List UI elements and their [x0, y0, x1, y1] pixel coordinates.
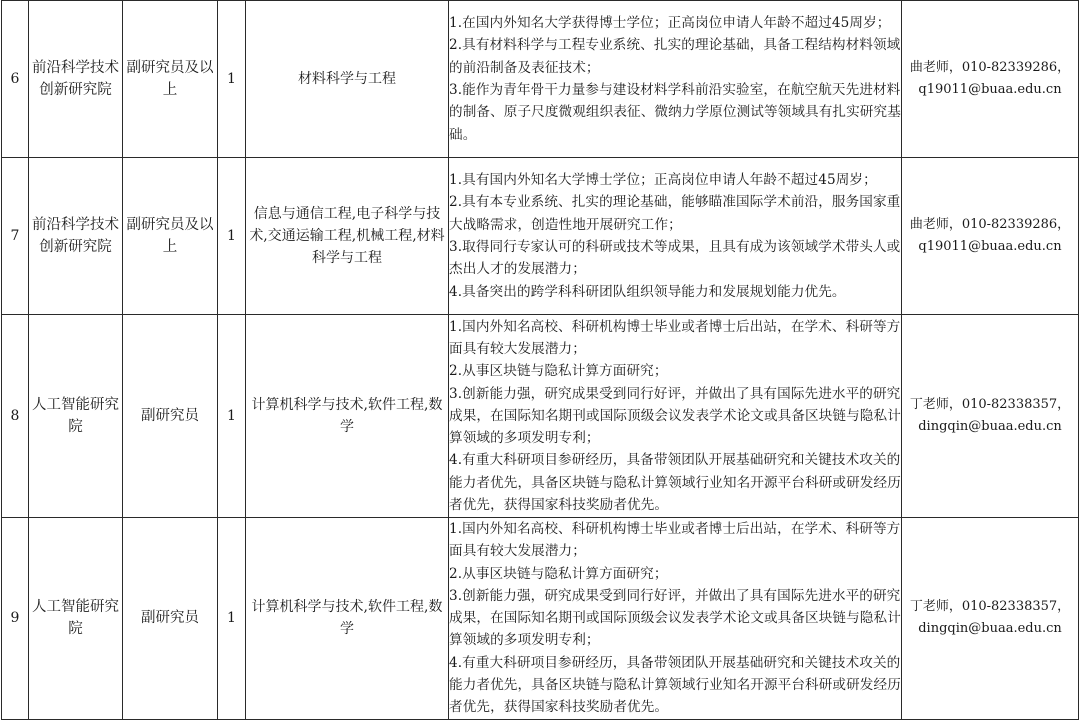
job-table [1, 0, 1079, 720]
requirements-cell [449, 518, 902, 720]
requirements-cell [449, 1, 902, 158]
contact-cell [902, 158, 1079, 315]
headcount-cell: 1 [218, 1, 246, 158]
requirement-item: 4.有重大科研项目参研经历，具备带领团队开展基础研究和关键技术攻关的能力者优先，具备区块链与隐私计算领域行业知名开源平台科研或研发经历者优先，获得国家科技奖励者优先。 [449, 654, 901, 716]
requirement-item: 3.创新能力强，研究成果受到同行好评，并做出了具有国际先进水平的研究成果，在国际知名期刊或国际顶级会议发表学术论文或具备区块链与隐私计算领域的多项发明专利； [449, 385, 901, 447]
requirement-item: 1.国内外知名高校、科研机构博士毕业或者博士后出站，在学术、科研等方面具有较大发展潜力； [449, 318, 901, 357]
contact-email[interactable]: dingqin@buaa.edu.cn [918, 419, 1062, 434]
row-number: 8 [2, 315, 29, 518]
table-row [2, 315, 1079, 518]
institute-cell: 前沿科学技术创新研究院 [29, 158, 123, 315]
requirement-item: 1.在国内外知名大学获得博士学位；正高岗位申请人年龄不超过45周岁； [449, 15, 891, 32]
table-body [2, 1, 1079, 720]
contact-email[interactable]: q19011@buaa.edu.cn [918, 239, 1062, 254]
requirement-item: 3.取得同行专家认可的科研或技术等成果，且具有成为该领域学术带头人或杰出人才的发展潜力； [449, 239, 901, 278]
requirement-item: 2.从事区块链与隐私计算方面研究； [449, 565, 668, 582]
requirements-cell [449, 315, 902, 518]
table-row [2, 158, 1079, 315]
contact-cell [902, 518, 1079, 720]
requirement-item: 4.有重大科研项目参研经历，具备带领团队开展基础研究和关键技术攻关的能力者优先，具备区块链与隐私计算领域行业知名开源平台科研或研发经历者优先，获得国家科技奖励者优先。 [449, 452, 901, 514]
contact-name: 曲老师，010-82339286， [909, 60, 1071, 75]
major-cell: 计算机科学与技术,软件工程,数学 [246, 518, 449, 720]
major-cell: 信息与通信工程,电子科学与技术,交通运输工程,机械工程,材料科学与工程 [246, 158, 449, 315]
position-title-cell: 副研究员及以上 [123, 1, 218, 158]
table-row [2, 1, 1079, 158]
requirement-item: 2.从事区块链与隐私计算方面研究； [449, 363, 668, 380]
contact-name: 丁老师，010-82338357， [909, 397, 1071, 412]
contact-name: 丁老师，010-82338357， [909, 599, 1071, 615]
row-number: 9 [2, 518, 29, 720]
requirement-item: 1.具有国内外知名大学博士学位；正高岗位申请人年龄不超过45周岁； [449, 172, 877, 189]
contact-email[interactable]: dingqin@buaa.edu.cn [918, 621, 1062, 637]
contact-email[interactable]: q19011@buaa.edu.cn [918, 82, 1062, 97]
position-title-cell: 副研究员 [123, 315, 218, 518]
requirement-item: 3.能作为青年骨干力量参与建设材料学科前沿实验室，在航空航天先进材料的制备、原子尺度微观组织表征、微纳力学原位测试等领域具有扎实研究基础。 [449, 82, 901, 143]
requirement-item: 2.具有本专业系统、扎实的理论基础，能够瞄准国际学术前沿，服务国家重大战略需求，创造性地开展研究工作； [449, 194, 901, 233]
headcount-cell: 1 [218, 518, 246, 720]
institute-cell: 人工智能研究院 [29, 315, 123, 518]
headcount-cell: 1 [218, 315, 246, 518]
institute-cell: 前沿科学技术创新研究院 [29, 1, 123, 158]
table-row [2, 518, 1079, 720]
major-cell: 材料科学与工程 [246, 1, 449, 158]
position-title-cell: 副研究员 [123, 518, 218, 720]
contact-name: 曲老师，010-82339286， [909, 217, 1071, 232]
major-cell: 计算机科学与技术,软件工程,数学 [246, 315, 449, 518]
row-number: 6 [2, 1, 29, 158]
position-title-cell: 副研究员及以上 [123, 158, 218, 315]
headcount-cell: 1 [218, 158, 246, 315]
requirement-item: 3.创新能力强，研究成果受到同行好评，并做出了具有国际先进水平的研究成果，在国际知名期刊或国际顶级会议发表学术论文或具备区块链与隐私计算领域的多项发明专利； [449, 587, 901, 649]
requirement-item: 4.具备突出的跨学科科研团队组织领导能力和发展规划能力优先。 [449, 283, 846, 300]
contact-cell [902, 1, 1079, 158]
contact-cell [902, 315, 1079, 518]
row-number: 7 [2, 158, 29, 315]
requirement-item: 1.国内外知名高校、科研机构博士毕业或者博士后出站，在学术、科研等方面具有较大发展潜力； [449, 521, 901, 560]
requirement-item: 2.具有材料科学与工程专业系统、扎实的理论基础，具备工程结构材料领域的前沿制备及表征技术； [449, 37, 901, 76]
institute-cell: 人工智能研究院 [29, 518, 123, 720]
requirements-cell [449, 158, 902, 315]
